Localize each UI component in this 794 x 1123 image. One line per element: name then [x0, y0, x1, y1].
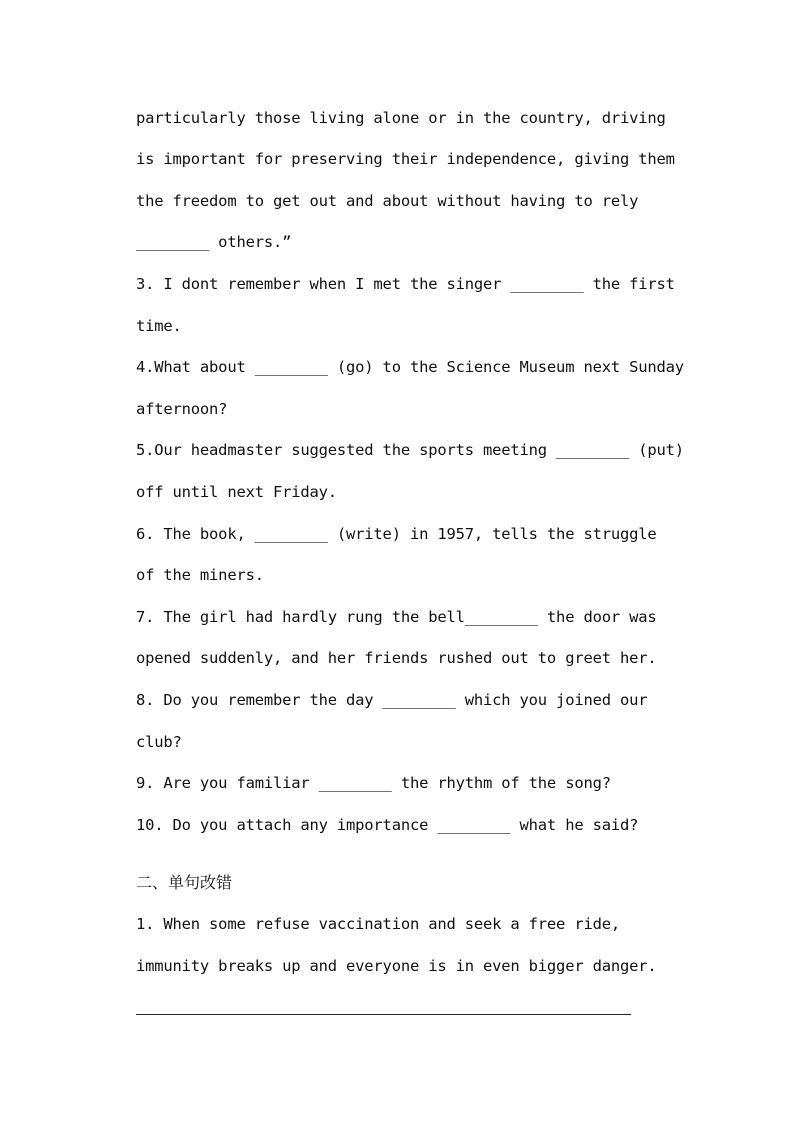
- question-5: 5.Our headmaster suggested the sports meeting ________ (put): [136, 441, 684, 459]
- correction-question-1: 1. When some refuse vaccination and seek a free ride,: [136, 915, 620, 933]
- text-line: opened suddenly, and her friends rushed out to greet her.: [136, 649, 657, 667]
- question-3: 3. I dont remember when I met the singer ________ the first: [136, 275, 675, 293]
- text-line: particularly those living alone or in the country, driving: [136, 109, 666, 127]
- text-line: immunity breaks up and everyone is in even bigger danger.: [136, 957, 657, 975]
- text-line: is important for preserving their independence, giving them: [136, 150, 675, 168]
- text-line: ________ others.”: [136, 233, 292, 251]
- question-6: 6. The book, ________ (write) in 1957, tells the struggle: [136, 525, 657, 543]
- question-9: 9. Are you familiar ________ the rhythm of the song?: [136, 774, 611, 792]
- question-4: 4.What about ________ (go) to the Science Museum next Sunday: [136, 358, 684, 376]
- answer-line[interactable]: [136, 1014, 631, 1015]
- text-line: time.: [136, 317, 182, 335]
- question-7: 7. The girl had hardly rung the bell________ the door was: [136, 608, 657, 626]
- section-heading: 二、单句改错: [136, 873, 233, 892]
- text-line: off until next Friday.: [136, 483, 337, 501]
- text-line: of the miners.: [136, 566, 264, 584]
- text-line: club?: [136, 733, 182, 751]
- text-line: afternoon?: [136, 400, 228, 418]
- question-10: 10. Do you attach any importance ________ what he said?: [136, 816, 639, 834]
- text-line: the freedom to get out and about without having to rely: [136, 192, 639, 210]
- question-8: 8. Do you remember the day ________ which you joined our: [136, 691, 648, 709]
